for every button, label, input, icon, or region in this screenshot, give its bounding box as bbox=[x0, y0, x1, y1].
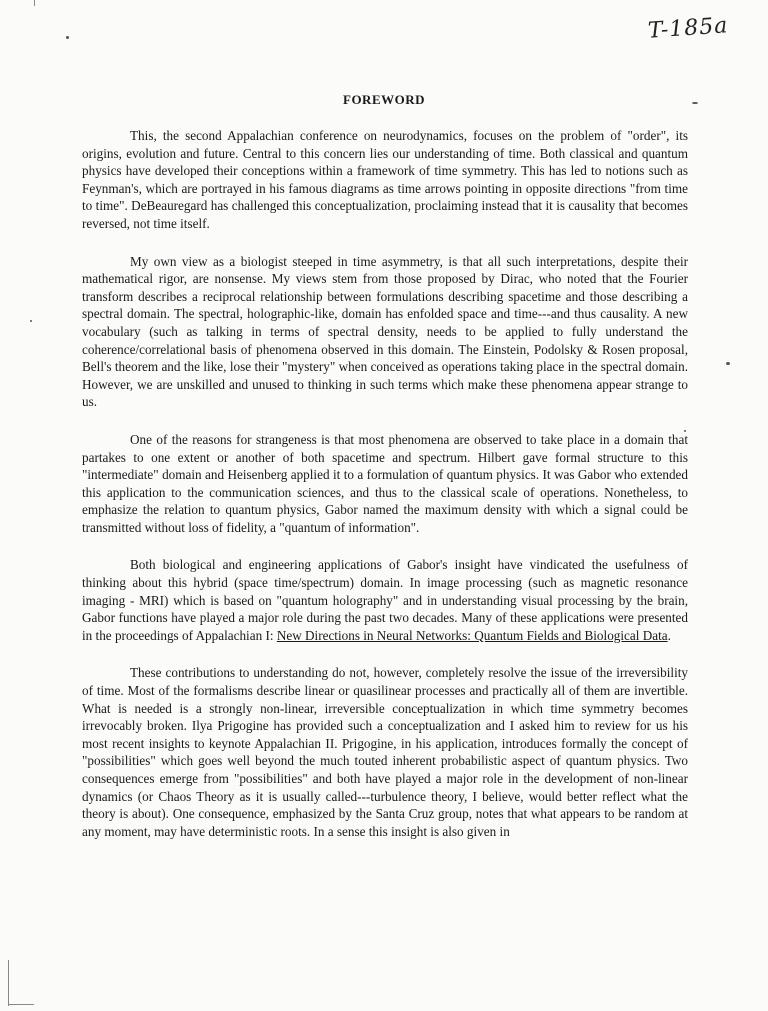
paragraph-4-text: Both biological and engineering applications of Gabor's insight have vindicated the usefulness of thinking about this hybrid (space time/spectrum) domain. In image processing (such as magnetic resonance imaging - MRI) which is based on "quantum holography" and in understanding visual processing by the brain, Gabor functions have played a major role during the past two decades. Many of these applications were presented in the proceedings of Appalachian I: bbox=[82, 557, 688, 643]
scan-speck bbox=[30, 320, 32, 322]
scan-speck bbox=[726, 362, 730, 365]
scan-speck bbox=[684, 430, 686, 432]
paragraph-4 bbox=[82, 556, 688, 644]
scan-edge-line bbox=[8, 1004, 34, 1005]
page-title: FOREWORD bbox=[343, 92, 425, 107]
proceedings-title-reference: New Directions in Neural Networks: Quantum Fields and Biological Data bbox=[276, 627, 668, 643]
scan-edge-line bbox=[34, 0, 35, 6]
paragraph-5: These contributions to understanding do not, however, completely resolve the issue of the irreversibility of time. Most of the formalisms describe linear or quasilinear processes and practically all of them are invertible. What is needed is a strongly non-linear, irreversible conceptualization in which time symmetry becomes irrevocably broken. Ilya Prigogine has provided such a conceptualization and I asked him to review for us his most recent insights to keynote Appalachian II. Prigogine, in his application, introduces formally the concept of "possibilities" which goes well beyond the much touted inherent probabilistic aspect of quantum physics. Two consequences emerge from "possibilities" and both have played a major role in the development of non-linear dynamics (or Chaos Theory as it is usually called---turbulence theory, I believe, would better reflect what the theory is about). One consequence, emphasized by the Santa Cruz group, notes that what appears to be random at any moment, may have deterministic roots. In a sense this insight is also given in bbox=[82, 665, 688, 839]
scan-speck bbox=[692, 102, 698, 104]
scan-speck bbox=[66, 36, 69, 39]
handwritten-reference-number: T-185a bbox=[646, 13, 729, 44]
paragraph-2: My own view as a biologist steeped in time asymmetry, is that all such interpretations, despite their mathematical rigor, are nonsense. My views stem from those proposed by Dirac, who noted that the Fourier transform describes a reciprocal relationship between formulations describing spacetime and those describing a spectral domain. The spectral, holographic-like, domain has enfolded space and time---and thus causality. A new vocabulary (such as talking in terms of spectral density, needs to be applied to fully understand the coherence/correlational basis of phenomena observed in this domain. The Einstein, Podolsky & Rosen proposal, Bell's theorem and the like, lose their "mystery" when conceived as operations taking place in the spectral domain. However, we are unskilled and unused to thinking in such terms which make these phenomena appear strange to us. bbox=[82, 253, 688, 410]
paragraph-3: One of the reasons for strangeness is that most phenomena are observed to take place in a domain that partakes to one extent or another of both spacetime and spectrum. Hilbert gave formal structure to this "intermediate" domain and Heisenberg applied it to a formulation of quantum physics. It was Gabor who extended this application to the communication sciences, and thus to the classical scale of operations. Nonetheless, to emphasize the relation to quantum physics, Gabor named the maximum density with which a signal could be transmitted without loss of fidelity, a "quantum of information". bbox=[82, 431, 688, 535]
paragraph-4-end: . bbox=[667, 627, 671, 643]
document-body bbox=[82, 127, 688, 860]
paragraph-1: This, the second Appalachian conference on neurodynamics, focuses on the problem of "order", its origins, evolution and future. Central to this concern lies our understanding of time. Both classical and quantum physics have developed their conceptions within a framework of time symmetry. This has led to notions such as Feynman's, which are portrayed in his famous diagrams as time arrows pointing in opposite directions "from time to time". DeBeauregard has challenged this conceptualization, proclaiming instead that it is causality that becomes reversed, not time itself. bbox=[82, 128, 688, 231]
scan-edge-line bbox=[8, 960, 9, 1006]
